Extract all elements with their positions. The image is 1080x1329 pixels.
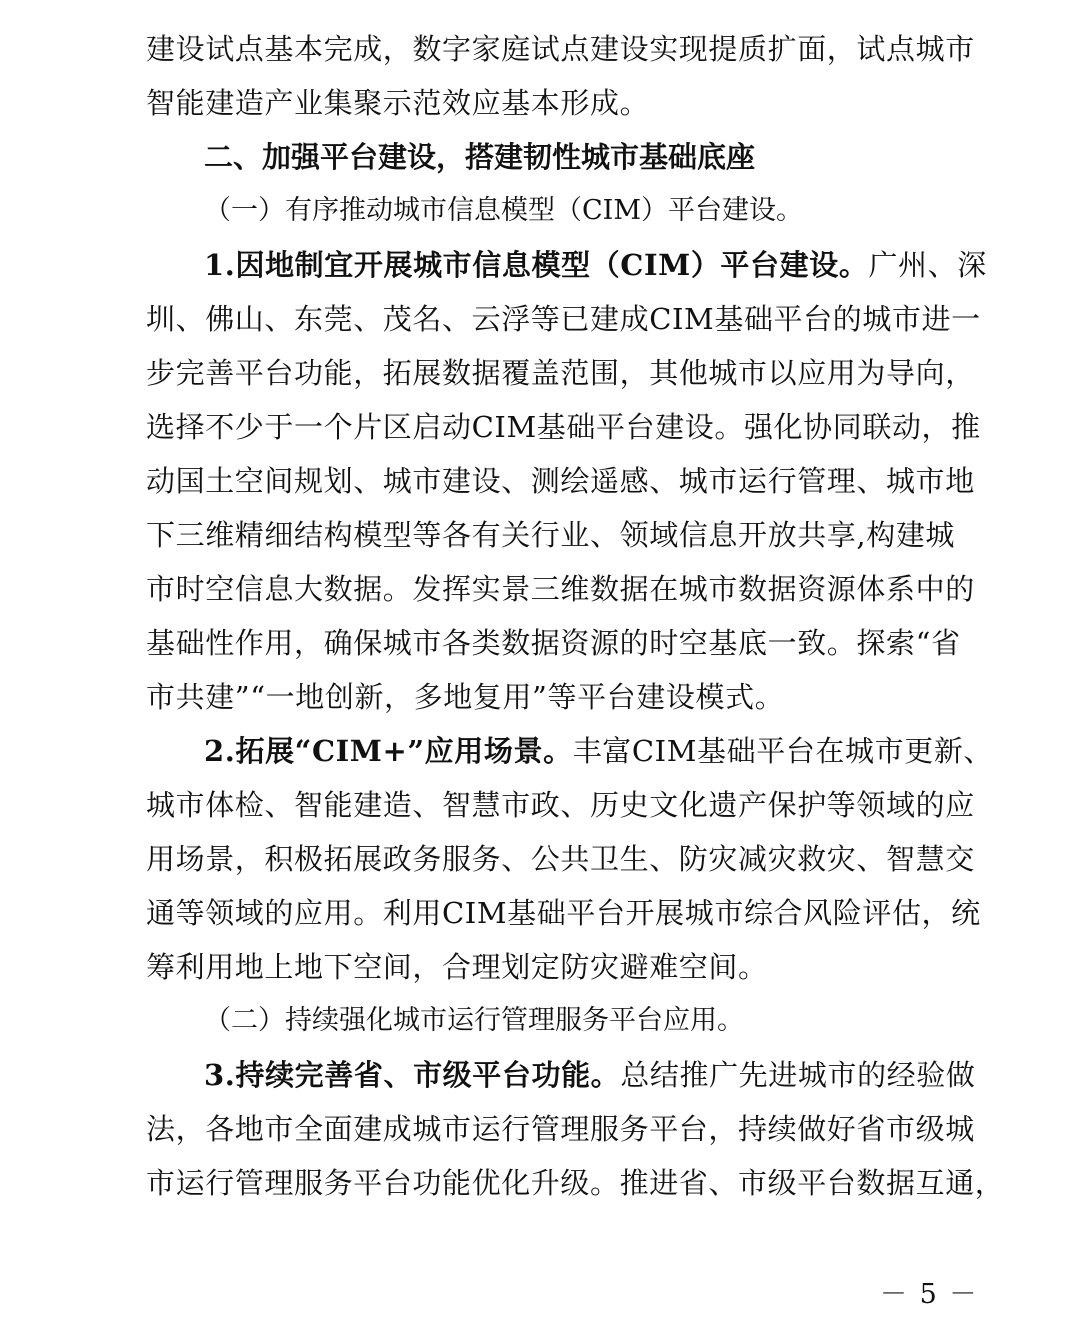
text-line: 步完善平台功能，拓展数据覆盖范围，其他城市以应用为导向，: [146, 356, 975, 390]
subsection-heading-2: （二）持续强化城市运行管理服务平台应用。: [204, 1005, 744, 1036]
text-line: 下三维精细结构模型等各有关行业、领域信息开放共享,构建城: [146, 518, 956, 552]
text-line: 通等领域的应用。利用CIM基础平台开展城市综合风险评估，统: [146, 896, 981, 930]
text-line: 法，各地市全面建成城市运行管理服务平台，持续做好省市级城: [146, 1112, 975, 1146]
text-line: 市共建”“一地创新，多地复用”等平台建设模式。: [146, 680, 785, 714]
text-line: 圳、佛山、东莞、茂名、云浮等已建成CIM基础平台的城市进一: [146, 302, 981, 336]
section-heading: 二、加强平台建设，搭建韧性城市基础底座: [204, 140, 756, 174]
subsection-heading-1: （一）有序推动城市信息模型（CIM）平台建设。: [204, 195, 803, 226]
item-lead: 3.持续完善省、市级平台功能。: [204, 1058, 621, 1092]
paragraph-item-1: [146, 238, 987, 724]
item-text: 广州、深: [868, 248, 987, 282]
document-page: [146, 22, 1005, 1210]
page-number: － 5 －: [880, 1279, 979, 1310]
item-lead: 2.拓展“CIM+”应用场景。: [204, 734, 573, 768]
item-text: 总结推广先进城市的经验做: [620, 1058, 976, 1092]
text-line: 市时空信息大数据。发挥实景三维数据在城市数据资源体系中的: [146, 572, 975, 606]
text-line: [146, 238, 987, 292]
text-line: 城市体检、智能建造、智慧市政、历史文化遗产保护等领域的应: [146, 788, 975, 822]
text-line: [146, 1048, 976, 1102]
text-line: 用场景，积极拓展政务服务、公共卫生、防灾减灾救灾、智慧交: [146, 842, 975, 876]
text-line: [146, 724, 994, 778]
text-line: 智能建造产业集聚示范效应基本形成。: [146, 86, 650, 120]
text-line: 筹利用地上地下空间，合理划定防灾避难空间。: [146, 950, 768, 984]
item-lead: 1.因地制宜开展城市信息模型（CIM）平台建设。: [204, 248, 869, 282]
item-text: 丰富CIM基础平台在城市更新、: [572, 734, 994, 768]
text-line: 市运行管理服务平台功能优化升级。推进省、市级平台数据互通，: [146, 1166, 1005, 1200]
paragraph-item-2: [146, 724, 994, 994]
text-line: 选择不少于一个片区启动CIM基础平台建设。强化协同联动，推: [146, 410, 981, 444]
paragraph-continuation: [146, 22, 975, 130]
text-line: 动国土空间规划、城市建设、测绘遥感、城市运行管理、城市地: [146, 464, 975, 498]
paragraph-item-3: [146, 1048, 1005, 1210]
text-line: 建设试点基本完成，数字家庭试点建设实现提质扩面，试点城市: [146, 32, 975, 66]
text-line: 基础性作用，确保城市各类数据资源的时空基底一致。探索“省: [146, 626, 961, 660]
